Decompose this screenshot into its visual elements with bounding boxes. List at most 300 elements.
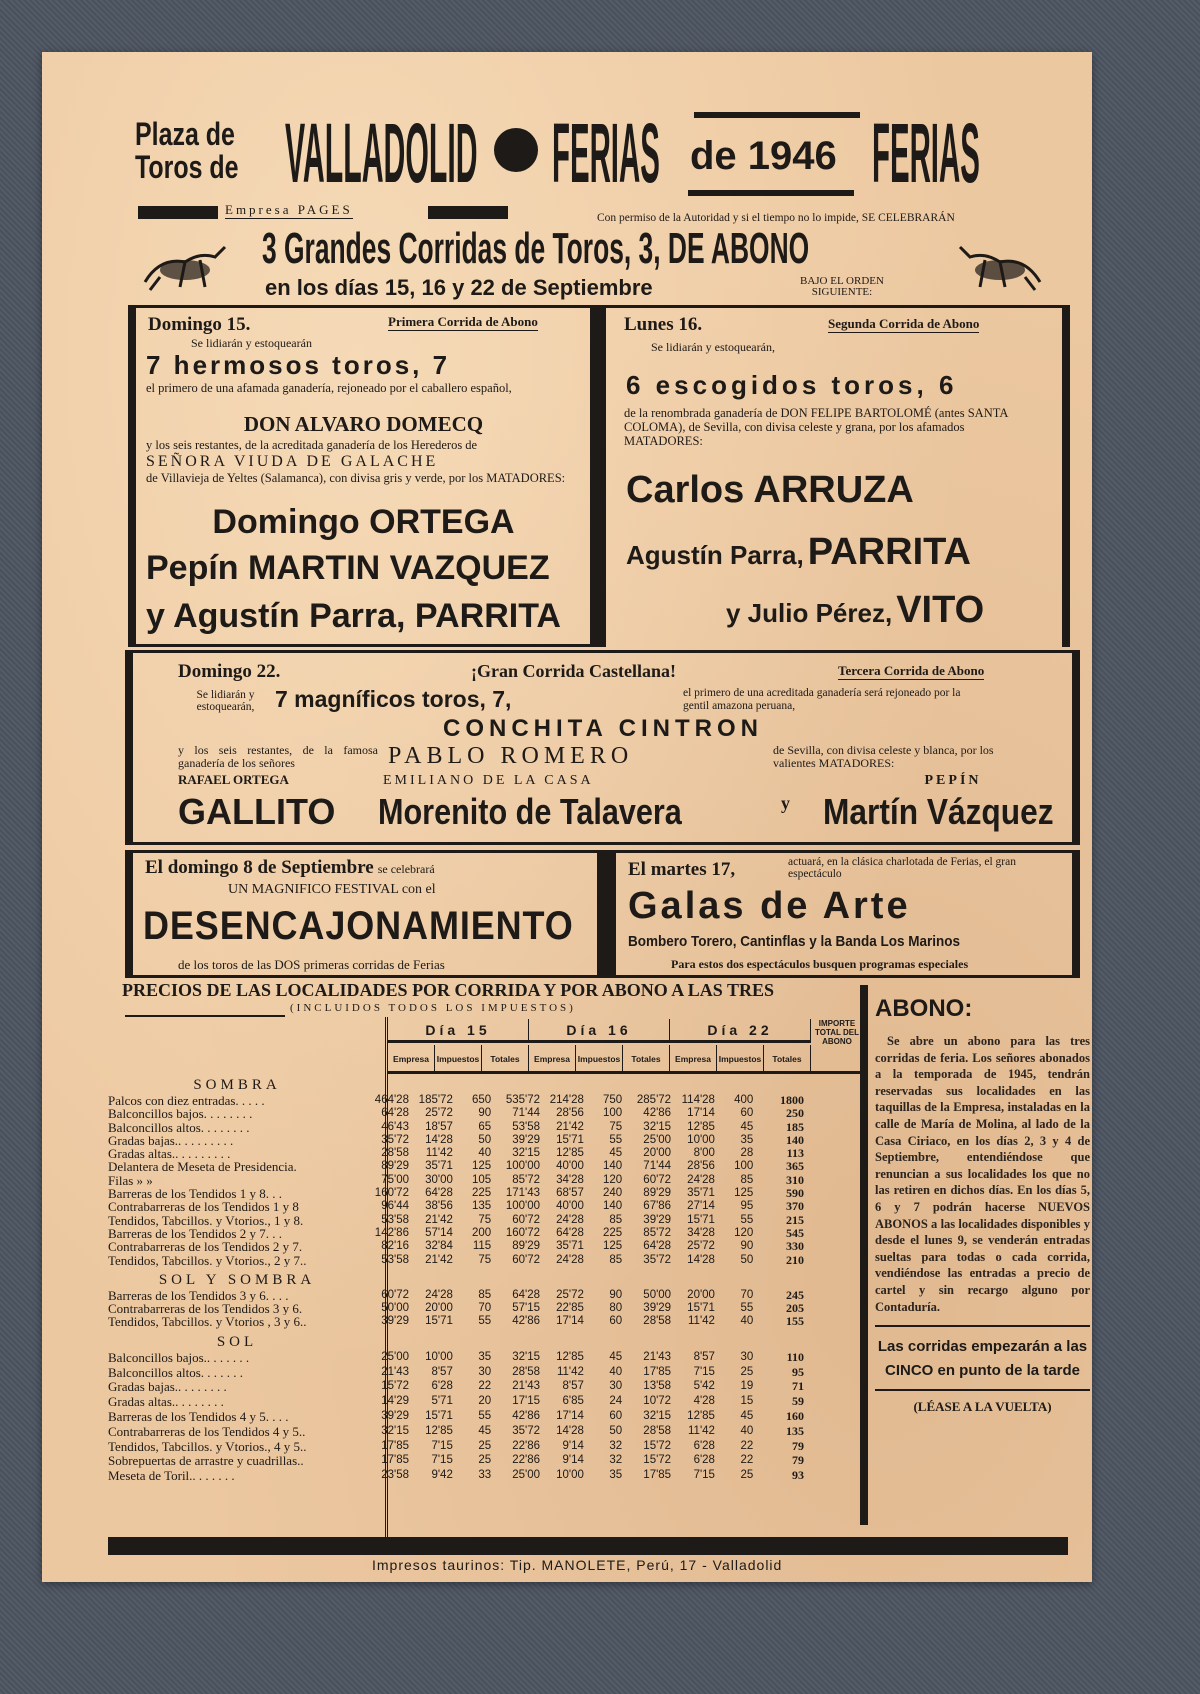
price-cell: 70 [478, 1302, 492, 1315]
price-cell: 39'29 [381, 1315, 409, 1328]
seat-label: Gradas altas.. . . . . . . . [108, 1395, 224, 1410]
price-table [108, 1072, 808, 1484]
price-cell: 96'44 [381, 1200, 409, 1213]
seat-label: Gradas bajas.. . . . . . . . [108, 1380, 227, 1395]
price-cell: 64'28 [425, 1187, 453, 1200]
price-cell: 32'15 [643, 1409, 672, 1422]
abono-total-cell: 113 [786, 1146, 804, 1161]
price-cell: 32'15 [643, 1120, 672, 1133]
price-cell: 5'42 [693, 1380, 715, 1393]
day-header: Día 16 [529, 1019, 670, 1043]
price-cell: 11'42 [425, 1147, 453, 1160]
abono-title: ABONO: [875, 995, 973, 1022]
price-cell: 35'71 [425, 1160, 453, 1173]
price-cell: 45 [609, 1147, 623, 1160]
price-cell: 35 [740, 1133, 754, 1146]
price-cell: 25'72 [556, 1288, 584, 1301]
price-row [108, 1302, 808, 1315]
price-cell: 17'14 [556, 1315, 584, 1328]
price-cell: 15'71 [687, 1302, 715, 1315]
footer-bar [108, 1537, 1068, 1555]
price-cell: 42'86 [643, 1107, 672, 1120]
abono-start-time: Las corridas empezarán a las CINCO en punto de la tarde [875, 1325, 1090, 1383]
price-cell: 22'86 [512, 1439, 541, 1452]
fest-title: DESENCAJONAMIENTO [143, 904, 574, 948]
price-cell: 400 [734, 1094, 754, 1106]
price-cell: 17'85 [381, 1439, 409, 1452]
price-cell: 32'84 [425, 1240, 453, 1253]
price-cell: 21'43 [512, 1380, 541, 1393]
c2-matador-1: Carlos ARRUZA [626, 469, 914, 511]
price-cell: 20 [478, 1395, 492, 1408]
price-cell: 464'28 [374, 1094, 409, 1106]
price-cell: 42'86 [512, 1409, 541, 1422]
price-cell: 89'29 [512, 1240, 541, 1253]
price-cell: 65 [478, 1120, 492, 1133]
price-cell: 60'72 [643, 1173, 672, 1186]
price-cell: 55 [609, 1133, 623, 1146]
price-cell: 85'72 [643, 1226, 672, 1239]
c3-desc3: de Sevilla, con divisa celeste y blanca, por los valientes MATADORES: [773, 743, 994, 770]
price-cell: 120 [734, 1226, 754, 1239]
abono-total-cell: 330 [785, 1239, 804, 1254]
abono-text: Se abre un abono para las tres corridas de feria. Los señores abonados a la temporada de 1945, tendrán reservadas sus localidades en las taquillas de la Empresa, instaladas en la calle de María de Molina, al lado de la Casa Ciriaco, en los días 2, 3 y 4 de Septiembre, entendiéndose que renuncian a sus localidades los que no las retiren en dichos días. En los días 5, 6 y 7 podrán hacerse NUEVOS ABONOS a las localidades disponibles y desde el lunes 9, se venderán entradas sueltas para todas o cada corrida, vendiéndose las entradas a precio de cartel y sin recargo alguno por Contaduría. [875, 1034, 1090, 1314]
price-cell: 57'14 [425, 1226, 453, 1239]
price-cell: 10'00 [687, 1133, 715, 1146]
price-row [108, 1214, 808, 1227]
price-cell: 32'15 [512, 1147, 541, 1160]
bullet-dot-icon [494, 128, 538, 172]
price-cell: 4'28 [693, 1395, 715, 1408]
col-header: Empresa [670, 1045, 717, 1073]
price-cell: 64'28 [556, 1226, 584, 1239]
divider [860, 985, 868, 1525]
price-cell: 55 [740, 1213, 754, 1226]
rule [694, 112, 860, 118]
price-cell: 142'86 [374, 1226, 409, 1239]
galas-date: El martes 17, [628, 859, 736, 880]
price-cell: 22 [740, 1454, 754, 1467]
seat-label: Delantera de Meseta de Presidencia. [108, 1160, 297, 1174]
divider [600, 850, 616, 978]
price-cell: 9'42 [431, 1469, 453, 1482]
abono-total-cell: 1800 [779, 1093, 804, 1107]
ferias-title-2 [872, 108, 1180, 200]
price-cell: 750 [603, 1094, 623, 1106]
price-cell: 60 [740, 1107, 754, 1120]
price-row [108, 1425, 808, 1440]
plaza-line: Plaza de [135, 116, 235, 152]
price-cell: 14'28 [556, 1424, 584, 1437]
c1-matador-2: Pepín MARTIN VAZQUEZ [146, 549, 550, 587]
rule [428, 206, 508, 219]
abono-total-cell: 59 [791, 1394, 804, 1409]
c2-day: Lunes 16. [624, 314, 703, 335]
abono-total-cell: 210 [785, 1252, 804, 1267]
price-cell: 22'86 [512, 1454, 541, 1467]
price-cell: 25'00 [643, 1133, 672, 1146]
price-cell: 39'29 [381, 1409, 409, 1422]
price-cell: 75 [478, 1253, 492, 1266]
price-cell: 114'28 [681, 1094, 715, 1106]
price-cell: 6'28 [431, 1380, 453, 1393]
price-cell: 64'28 [381, 1107, 409, 1120]
abono-total-cell: 545 [785, 1225, 804, 1240]
price-cell: 80 [609, 1302, 623, 1315]
price-cell: 35'72 [643, 1253, 672, 1266]
price-cell: 17'85 [381, 1454, 409, 1467]
abono-total-cell: 79 [791, 1453, 804, 1468]
price-cell: 95 [740, 1200, 754, 1213]
price-cell: 40 [740, 1424, 754, 1437]
price-cell: 22'85 [556, 1302, 584, 1315]
price-cell: 9'14 [562, 1439, 584, 1452]
price-cell: 28'58 [512, 1365, 541, 1378]
c3-desc2: y los seis restantes, de la famosa ganadería de los señores [178, 743, 378, 770]
price-cell: 214'28 [549, 1094, 584, 1106]
price-cell: 12'85 [687, 1409, 715, 1422]
price-cell: 34'28 [687, 1226, 715, 1239]
price-cell: 21'42 [556, 1120, 584, 1133]
price-cell: 21'43 [381, 1365, 409, 1378]
bull-illustration-right [955, 232, 1045, 292]
price-cell: 60'72 [512, 1253, 541, 1266]
rule [688, 190, 854, 196]
price-cell: 82'16 [381, 1240, 409, 1253]
price-row [108, 1187, 808, 1200]
corrida-3-box [125, 650, 1080, 845]
c1-desc1: el primero de una afamada ganadería, rejoneado por el caballero español, [146, 381, 512, 395]
price-cell: 30 [478, 1365, 492, 1378]
price-cell: 24'28 [687, 1173, 715, 1186]
price-cell: 30 [740, 1350, 754, 1363]
price-cell: 20'00 [425, 1302, 453, 1315]
seat-label: Tendidos, Tabcillos. y Vtorios., 1 y 8. [108, 1213, 304, 1227]
c2-matador-2: PARRITA [807, 531, 971, 573]
abono-total-cell: 160 [785, 1408, 804, 1423]
col-header: Empresa [529, 1045, 576, 1073]
price-cell: 85 [478, 1288, 492, 1301]
price-cell: 11'42 [688, 1315, 715, 1328]
price-cell: 125 [734, 1187, 754, 1200]
corrida-2-box [606, 305, 1070, 647]
plaza-label [135, 118, 239, 184]
seat-label: Palcos con diez entradas. . . . . [108, 1094, 265, 1108]
price-cell: 24'28 [425, 1288, 453, 1301]
price-cell: 15'71 [556, 1133, 584, 1146]
price-cell: 11'42 [556, 1365, 584, 1378]
price-cell: 75 [609, 1120, 623, 1133]
c3-rejoneadora: CONCHITA CINTRON [443, 715, 763, 742]
price-cell: 140 [603, 1200, 623, 1213]
rule [138, 206, 218, 219]
price-cell: 25'72 [687, 1240, 715, 1253]
price-cell: 200 [471, 1226, 492, 1239]
col-header: Empresa [388, 1045, 435, 1073]
price-row [108, 1366, 808, 1381]
price-cell: 40 [740, 1315, 754, 1328]
footer-printer: Impresos taurinos: Tip. MANOLETE, Perú, 17 - Valladolid [372, 1557, 783, 1573]
price-cell: 64'28 [512, 1288, 541, 1301]
fest-line3: de los toros de las DOS primeras corridas de Ferias [178, 957, 445, 972]
price-cell: 32'15 [381, 1424, 409, 1437]
price-row [108, 1160, 808, 1173]
price-cell: 535'72 [505, 1094, 541, 1106]
price-row [108, 1440, 808, 1455]
c3-lidiaran: Se lidiarán y estoquearán, [196, 689, 255, 713]
c3-toros: 7 magníficos toros, 7, [275, 686, 512, 712]
abono-total-cell: 310 [785, 1172, 804, 1187]
price-cell: 650 [471, 1094, 492, 1106]
seat-label: Barreras de los Tendidos 1 y 8. . . [108, 1187, 282, 1201]
c2-lidiaran: Se lidiarán y estoquearán, [651, 340, 775, 354]
c1-rejoneador: DON ALVARO DOMECQ [243, 412, 484, 436]
price-cell: 39'29 [512, 1133, 541, 1146]
day-header: Día 15 [388, 1019, 529, 1043]
price-cell: 24'28 [556, 1213, 584, 1226]
price-cell: 60 [609, 1315, 623, 1328]
price-cell: 12'85 [556, 1350, 584, 1363]
price-cell: 28'56 [556, 1107, 584, 1120]
c3-gran: ¡Gran Corrida Castellana! [471, 661, 676, 681]
price-cell: 35'72 [381, 1133, 409, 1146]
galas-box [616, 850, 1080, 978]
price-cell: 6'28 [693, 1439, 715, 1452]
seat-label: Gradas altas.. . . . . . . . . [108, 1147, 231, 1161]
price-cell: 5'71 [431, 1395, 453, 1408]
price-cell: 25 [478, 1454, 492, 1467]
c1-matador-3: y Agustín Parra, PARRITA [146, 597, 561, 635]
price-cell: 25 [740, 1469, 754, 1482]
price-cell: 12'85 [425, 1424, 453, 1437]
price-cell: 50'00 [381, 1302, 409, 1315]
col-header: Impuestos [435, 1045, 482, 1073]
price-cell: 89'29 [643, 1187, 672, 1200]
seat-label: Contrabarreras de los Tendidos 1 y 8 [108, 1200, 299, 1214]
city-text: VALLADOLID [285, 106, 478, 200]
abono-total-cell: 155 [785, 1314, 804, 1329]
col-header: Totales [482, 1045, 529, 1073]
price-cell: 100 [603, 1107, 623, 1120]
abono-total-cell: 590 [785, 1186, 804, 1201]
abono-total-cell: 370 [785, 1199, 804, 1214]
price-cell: 33 [478, 1469, 492, 1482]
price-cell: 17'14 [687, 1107, 715, 1120]
price-cell: 55 [740, 1302, 754, 1315]
price-cell: 9'14 [562, 1454, 584, 1467]
price-cell: 46'43 [381, 1120, 409, 1133]
price-row [108, 1147, 808, 1160]
price-cell: 40 [478, 1147, 492, 1160]
fest-line1 [145, 857, 435, 880]
abono-total-cell: 95 [791, 1364, 804, 1379]
price-row [108, 1469, 808, 1484]
price-cell: 24 [609, 1395, 623, 1408]
price-cell: 7'15 [431, 1439, 453, 1452]
abono-vuelta: (LÉASE A LA VUELTA) [875, 1389, 1090, 1415]
prices-title: PRECIOS DE LAS LOCALIDADES POR CORRIDA Y POR ABONO A LAS TRES [122, 980, 774, 1000]
seat-label: Gradas bajas.. . . . . . . . . [108, 1133, 234, 1148]
price-cell: 15'72 [381, 1380, 409, 1393]
price-cell: 171'43 [505, 1187, 541, 1200]
price-cell: 17'85 [643, 1365, 672, 1378]
abono-total-cell: 365 [785, 1159, 804, 1174]
price-cell: 38'56 [425, 1200, 453, 1213]
c2-matador-3-line [726, 588, 984, 640]
price-cell: 8'00 [693, 1147, 715, 1160]
price-cell: 15'72 [643, 1439, 672, 1452]
price-cell: 19 [740, 1380, 754, 1393]
price-cell: 6'28 [693, 1454, 715, 1467]
c1-lidiaran: Se lidiarán y estoquearán [191, 336, 312, 350]
abono-total-cell: 205 [785, 1301, 804, 1316]
corrida-1-box [128, 305, 593, 647]
price-cell: 15 [740, 1395, 754, 1408]
price-cell: 53'58 [381, 1253, 409, 1266]
price-cell: 125 [603, 1240, 623, 1253]
price-cell: 28'58 [643, 1315, 672, 1328]
section-heading: SOL Y SOMBRA [158, 1271, 316, 1288]
price-cell: 25'72 [425, 1107, 453, 1120]
price-row [108, 1380, 808, 1395]
price-row [108, 1107, 808, 1120]
price-cell: 85 [740, 1173, 754, 1186]
price-cell: 20'00 [687, 1288, 715, 1301]
price-cell: 45 [478, 1424, 492, 1437]
col-header: Totales [623, 1045, 670, 1073]
price-cell: 10'00 [425, 1350, 453, 1363]
c3-desc1: el primero de una acreditada ganadería será rejoneado por la gentil amazona peruana, [683, 687, 961, 712]
price-cell: 10'72 [643, 1395, 672, 1408]
price-cell: 34'28 [556, 1173, 584, 1186]
price-cell: 8'57 [562, 1380, 584, 1393]
seat-label: Balconcillos altos. . . . . . . . [108, 1120, 250, 1134]
price-cell: 17'15 [512, 1395, 541, 1408]
ferias2-text: FERIAS [872, 106, 980, 200]
price-cell: 50 [609, 1424, 623, 1437]
price-cell: 100'00 [505, 1200, 541, 1213]
price-cell: 70 [740, 1288, 754, 1301]
seat-label: Sobrepuertas de arrastre y cuadrillas.. [108, 1454, 304, 1469]
price-cell: 7'15 [431, 1454, 453, 1467]
price-row [108, 1410, 808, 1425]
price-cell: 8'57 [693, 1350, 715, 1363]
c1-desc3: de Villavieja de Yeltes (Salamanca), con divisa gris y verde, por los MATADORES: [146, 471, 566, 485]
price-cell: 225 [603, 1226, 623, 1239]
abono-total-cell: 185 [785, 1119, 804, 1134]
year-text: de 1946 [690, 134, 837, 178]
price-cell: 120 [603, 1173, 623, 1186]
price-row [108, 1315, 808, 1328]
price-cell: 30'00 [425, 1173, 453, 1186]
price-cell: 18'57 [425, 1120, 453, 1133]
abono-total-cell: 135 [785, 1423, 804, 1438]
price-cell: 45 [609, 1350, 623, 1363]
fest-line2: UN MAGNIFICO FESTIVAL con el [228, 882, 436, 897]
bull-illustration-left [140, 232, 230, 292]
price-cell: 45 [740, 1409, 754, 1422]
c1-desc2: y los seis restantes, de la acreditada ganadería de los Herederos de [146, 438, 478, 452]
price-cell: 32 [609, 1454, 623, 1467]
price-cell: 89'29 [381, 1160, 409, 1173]
empresa-text: Empresa PAGES [225, 202, 353, 217]
price-cell: 240 [603, 1187, 623, 1200]
price-cell: 35'72 [512, 1424, 541, 1437]
abono-total-cell: 79 [791, 1438, 804, 1453]
price-cell: 8'57 [431, 1365, 453, 1378]
abono-total-cell: 245 [785, 1287, 804, 1302]
seat-label: Balconcillos bajos. . . . . . . . [108, 1107, 253, 1121]
price-cell: 185'72 [418, 1094, 453, 1106]
price-cell: 39'29 [643, 1302, 672, 1315]
price-cell: 53'58 [381, 1213, 409, 1226]
c3-y: y [781, 793, 790, 813]
section-heading: SOL [216, 1333, 258, 1350]
c3-matador-3: Martín Vázquez [823, 791, 1054, 832]
c3-day: Domingo 22. [178, 661, 281, 682]
price-cell: 32'15 [512, 1350, 541, 1363]
price-row [108, 1200, 808, 1213]
price-cell: 15'71 [425, 1409, 453, 1422]
price-cell: 25 [478, 1439, 492, 1452]
price-row [108, 1227, 808, 1240]
price-cell: 6'85 [562, 1395, 584, 1408]
price-cell: 40'00 [556, 1160, 584, 1173]
price-cell: 85'72 [512, 1173, 541, 1186]
price-cell: 23'58 [381, 1469, 409, 1482]
orden-line2: SIGUIENTE: [811, 286, 873, 298]
abono-box [875, 995, 1090, 1415]
price-cell: 15'71 [687, 1213, 715, 1226]
price-cell: 28'58 [381, 1147, 409, 1160]
price-cell: 25'00 [512, 1469, 541, 1482]
orden-line1: BAJO EL ORDEN [800, 275, 884, 287]
price-cell: 32 [609, 1439, 623, 1452]
price-cell: 40 [609, 1365, 623, 1378]
price-cell: 15'72 [643, 1454, 672, 1467]
seat-label: Contrabarreras de los Tendidos 3 y 6. [108, 1302, 303, 1316]
seat-label: Barreras de los Tendidos 2 y 7. . . [108, 1226, 282, 1241]
price-cell: 28'58 [643, 1424, 672, 1437]
price-cell: 57'15 [512, 1302, 541, 1315]
price-cell: 90 [609, 1288, 623, 1301]
price-row [108, 1454, 808, 1469]
price-row [108, 1121, 808, 1134]
c2-label: Segunda Corrida de Abono [828, 316, 980, 331]
seat-label: Tendidos, Tabcillos. y Vtorios , 3 y 6.. [108, 1315, 307, 1329]
abono-total-cell: 140 [785, 1132, 804, 1147]
c2-desc1: de la renombrada ganadería de DON FELIPE BARTOLOMÉ (antes SANTA COLOMA), de Sevilla, con divisa celeste y grana, por los afamados MATADORES: [624, 406, 1008, 448]
price-cell: 50'00 [643, 1288, 672, 1301]
seat-label: Tendidos, Tabcillos. y Vtorios., 4 y 5.. [108, 1439, 307, 1454]
price-cell: 50 [478, 1133, 492, 1146]
price-cell: 35 [609, 1469, 623, 1482]
price-cell: 71'44 [512, 1107, 541, 1120]
price-cell: 17'14 [556, 1409, 584, 1422]
galas-line3: Para estos dos espectáculos busquen programas especiales [671, 957, 969, 971]
price-cell: 20'00 [643, 1147, 672, 1160]
price-cell: 50 [740, 1253, 754, 1266]
c3-ganaderia: PABLO ROMERO [388, 743, 634, 769]
seat-label: Barreras de los Tendidos 4 y 5. . . . [108, 1409, 289, 1424]
price-cell: 60 [609, 1409, 623, 1422]
prices-subtitle: (INCLUIDOS TODOS LOS IMPUESTOS) [290, 1002, 576, 1014]
price-cell: 15'71 [425, 1315, 453, 1328]
divider [590, 305, 606, 647]
galas-desc: actuará, en la clásica charlotada de Ferias, el gran espectáculo [788, 856, 1016, 880]
price-row [108, 1254, 808, 1267]
seat-label: Meseta de Toril.. . . . . . . [108, 1469, 235, 1484]
